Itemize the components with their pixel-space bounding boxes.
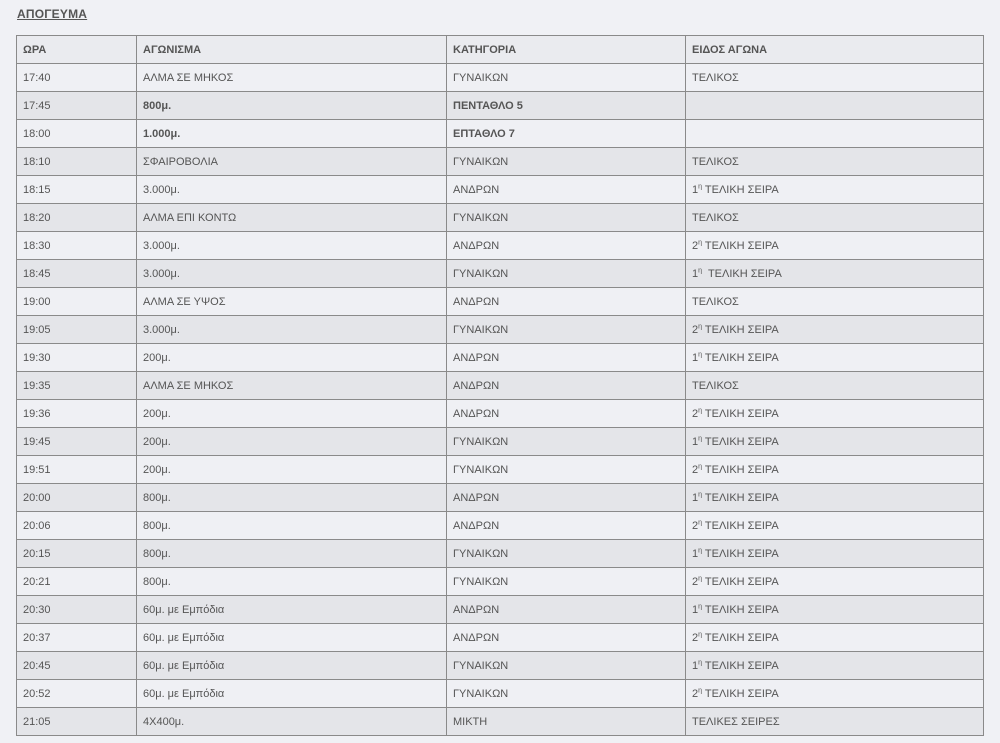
type-number: 2: [692, 687, 699, 700]
cell-category: ΠΕΝΤΑΘΛΟ 5: [447, 92, 686, 120]
type-number: 2: [692, 463, 699, 476]
cell-time: 20:30: [17, 596, 137, 624]
cell-event: 60μ. με Εμπόδια: [137, 596, 447, 624]
cell-event: 800μ.: [137, 568, 447, 596]
type-number: 1: [692, 183, 699, 196]
cell-time: 18:45: [17, 260, 137, 288]
type-label: ΤΕΛΙΚΗ ΣΕΙΡΑ: [702, 267, 782, 280]
table-row: [17, 428, 984, 456]
cell-time: 19:36: [17, 400, 137, 428]
type-superscript: η: [698, 266, 703, 274]
type-superscript: η: [698, 490, 703, 498]
type-superscript: η: [698, 462, 703, 470]
cell-time: 18:10: [17, 148, 137, 176]
type-label: ΤΕΛΙΚΗ ΣΕΙΡΑ: [702, 575, 779, 588]
type-label: ΤΕΛΙΚΗ ΣΕΙΡΑ: [702, 407, 779, 420]
type-label: ΤΕΛΙΚΗ ΣΕΙΡΑ: [702, 547, 779, 560]
cell-event: 3.000μ.: [137, 260, 447, 288]
type-label: ΤΕΛΙΚΟΣ: [692, 379, 739, 392]
type-label: ΤΕΛΙΚΗ ΣΕΙΡΑ: [702, 631, 779, 644]
cell-type: [686, 540, 984, 568]
type-number: 2: [692, 407, 699, 420]
table-row: [17, 708, 984, 736]
cell-category: ΓΥΝΑΙΚΩΝ: [447, 540, 686, 568]
table-row: [17, 148, 984, 176]
cell-time: 19:05: [17, 316, 137, 344]
cell-event: ΑΛΜΑ ΣΕ ΜΗΚΟΣ: [137, 372, 447, 400]
cell-event: 800μ.: [137, 92, 447, 120]
type-label: ΤΕΛΙΚΟΣ: [692, 71, 739, 84]
cell-time: 19:35: [17, 372, 137, 400]
cell-type: [686, 400, 984, 428]
cell-category: ΑΝΔΡΩΝ: [447, 400, 686, 428]
table-row: [17, 484, 984, 512]
cell-time: 18:15: [17, 176, 137, 204]
cell-category: ΓΥΝΑΙΚΩΝ: [447, 652, 686, 680]
cell-event: 1.000μ.: [137, 120, 447, 148]
table-row: [17, 400, 984, 428]
cell-category: ΕΠΤΑΘΛΟ 7: [447, 120, 686, 148]
cell-time: 20:37: [17, 624, 137, 652]
cell-type: [686, 232, 984, 260]
cell-event: 200μ.: [137, 400, 447, 428]
schedule-table: [16, 35, 984, 736]
cell-category: ΓΥΝΑΙΚΩΝ: [447, 456, 686, 484]
cell-event: 4Χ400μ.: [137, 708, 447, 736]
table-row: [17, 512, 984, 540]
table-row: [17, 540, 984, 568]
type-superscript: η: [698, 322, 703, 330]
cell-type: [686, 148, 984, 176]
type-label: ΤΕΛΙΚΗ ΣΕΙΡΑ: [702, 687, 779, 700]
type-superscript: η: [698, 182, 703, 190]
type-label: ΤΕΛΙΚΗ ΣΕΙΡΑ: [702, 351, 779, 364]
cell-event: 3.000μ.: [137, 176, 447, 204]
cell-category: ΜΙΚΤΗ: [447, 708, 686, 736]
table-row: [17, 596, 984, 624]
cell-category: ΑΝΔΡΩΝ: [447, 288, 686, 316]
type-label: ΤΕΛΙΚΗ ΣΕΙΡΑ: [702, 491, 779, 504]
table-row: [17, 288, 984, 316]
cell-type: [686, 372, 984, 400]
type-label: ΤΕΛΙΚΕΣ ΣΕΙΡΕΣ: [692, 715, 780, 728]
cell-time: 20:15: [17, 540, 137, 568]
table-row: [17, 204, 984, 232]
cell-type: [686, 344, 984, 372]
type-label: ΤΕΛΙΚΟΣ: [692, 211, 739, 224]
cell-time: 19:30: [17, 344, 137, 372]
cell-type: [686, 680, 984, 708]
table-row: [17, 316, 984, 344]
cell-event: ΣΦΑΙΡΟΒΟΛΙΑ: [137, 148, 447, 176]
cell-time: 17:40: [17, 64, 137, 92]
type-superscript: η: [698, 350, 703, 358]
type-number: 2: [692, 631, 699, 644]
cell-event: 200μ.: [137, 428, 447, 456]
cell-category: ΑΝΔΡΩΝ: [447, 512, 686, 540]
type-superscript: η: [698, 434, 703, 442]
cell-time: 19:51: [17, 456, 137, 484]
type-superscript: η: [698, 518, 703, 526]
cell-category: ΓΥΝΑΙΚΩΝ: [447, 64, 686, 92]
type-superscript: η: [698, 630, 703, 638]
type-number: 1: [692, 267, 699, 280]
type-number: 1: [692, 435, 699, 448]
type-label: ΤΕΛΙΚΗ ΣΕΙΡΑ: [702, 659, 779, 672]
type-number: 2: [692, 323, 699, 336]
cell-event: ΑΛΜΑ ΣΕ ΜΗΚΟΣ: [137, 64, 447, 92]
cell-time: 18:00: [17, 120, 137, 148]
cell-type: [686, 624, 984, 652]
table-row: [17, 64, 984, 92]
cell-category: ΓΥΝΑΙΚΩΝ: [447, 148, 686, 176]
table-row: [17, 372, 984, 400]
cell-time: 17:45: [17, 92, 137, 120]
cell-event: 3.000μ.: [137, 316, 447, 344]
cell-type: [686, 596, 984, 624]
cell-type: [686, 260, 984, 288]
cell-time: 20:00: [17, 484, 137, 512]
type-superscript: η: [698, 406, 703, 414]
type-number: 1: [692, 547, 699, 560]
cell-category: ΑΝΔΡΩΝ: [447, 372, 686, 400]
cell-category: ΓΥΝΑΙΚΩΝ: [447, 260, 686, 288]
type-label: ΤΕΛΙΚΗ ΣΕΙΡΑ: [702, 435, 779, 448]
header-row: [17, 36, 984, 64]
type-label: ΤΕΛΙΚΗ ΣΕΙΡΑ: [702, 603, 779, 616]
cell-type: [686, 176, 984, 204]
cell-event: 60μ. με Εμπόδια: [137, 652, 447, 680]
cell-type: [686, 316, 984, 344]
type-superscript: η: [698, 602, 703, 610]
cell-type: [686, 92, 984, 120]
cell-type: [686, 204, 984, 232]
type-superscript: η: [698, 238, 703, 246]
cell-event: 200μ.: [137, 456, 447, 484]
type-label: ΤΕΛΙΚΗ ΣΕΙΡΑ: [702, 239, 779, 252]
type-number: 2: [692, 519, 699, 532]
table-row: [17, 232, 984, 260]
table-row: [17, 652, 984, 680]
cell-time: 19:45: [17, 428, 137, 456]
type-number: 1: [692, 491, 699, 504]
type-number: 1: [692, 603, 699, 616]
table-row: [17, 120, 984, 148]
type-number: 1: [692, 351, 699, 364]
column-header-category: ΚΑΤΗΓΟΡΙΑ: [447, 36, 686, 64]
type-label: ΤΕΛΙΚΗ ΣΕΙΡΑ: [702, 323, 779, 336]
cell-time: 20:06: [17, 512, 137, 540]
type-number: 2: [692, 239, 699, 252]
type-superscript: η: [698, 658, 703, 666]
table-row: [17, 176, 984, 204]
cell-type: [686, 512, 984, 540]
type-label: ΤΕΛΙΚΗ ΣΕΙΡΑ: [702, 463, 779, 476]
type-superscript: η: [698, 686, 703, 694]
cell-time: 18:30: [17, 232, 137, 260]
column-header-event: ΑΓΩΝΙΣΜΑ: [137, 36, 447, 64]
cell-event: 3.000μ.: [137, 232, 447, 260]
table-row: [17, 624, 984, 652]
cell-event: 800μ.: [137, 512, 447, 540]
cell-type: [686, 484, 984, 512]
cell-time: 21:05: [17, 708, 137, 736]
cell-type: [686, 64, 984, 92]
type-label: ΤΕΛΙΚΟΣ: [692, 295, 739, 308]
cell-time: 19:00: [17, 288, 137, 316]
cell-event: 800μ.: [137, 484, 447, 512]
cell-time: 20:45: [17, 652, 137, 680]
section-heading[interactable]: ΑΠΟΓΕΥΜΑ: [17, 7, 88, 21]
cell-event: ΑΛΜΑ ΣΕ ΥΨΟΣ: [137, 288, 447, 316]
cell-category: ΑΝΔΡΩΝ: [447, 596, 686, 624]
cell-type: [686, 708, 984, 736]
table-row: [17, 680, 984, 708]
cell-category: ΓΥΝΑΙΚΩΝ: [447, 204, 686, 232]
cell-type: [686, 428, 984, 456]
cell-category: ΓΥΝΑΙΚΩΝ: [447, 428, 686, 456]
cell-type: [686, 288, 984, 316]
cell-type: [686, 456, 984, 484]
cell-type: [686, 652, 984, 680]
cell-category: ΓΥΝΑΙΚΩΝ: [447, 316, 686, 344]
cell-category: ΑΝΔΡΩΝ: [447, 344, 686, 372]
cell-time: 20:52: [17, 680, 137, 708]
cell-event: ΑΛΜΑ ΕΠΙ ΚΟΝΤΩ: [137, 204, 447, 232]
cell-category: ΓΥΝΑΙΚΩΝ: [447, 568, 686, 596]
cell-type: [686, 568, 984, 596]
cell-category: ΑΝΔΡΩΝ: [447, 484, 686, 512]
table-row: [17, 92, 984, 120]
cell-event: 800μ.: [137, 540, 447, 568]
table-row: [17, 344, 984, 372]
type-number: 1: [692, 659, 699, 672]
table-row: [17, 260, 984, 288]
column-header-type: ΕΙΔΟΣ ΑΓΩΝΑ: [686, 36, 984, 64]
column-header-time: ΩΡΑ: [17, 36, 137, 64]
table-row: [17, 568, 984, 596]
schedule-body: [17, 64, 984, 736]
cell-time: 20:21: [17, 568, 137, 596]
type-superscript: η: [698, 574, 703, 582]
cell-category: ΑΝΔΡΩΝ: [447, 624, 686, 652]
cell-event: 60μ. με Εμπόδια: [137, 624, 447, 652]
type-superscript: η: [698, 546, 703, 554]
cell-event: 200μ.: [137, 344, 447, 372]
cell-event: 60μ. με Εμπόδια: [137, 680, 447, 708]
table-row: [17, 456, 984, 484]
cell-time: 18:20: [17, 204, 137, 232]
type-label: ΤΕΛΙΚΗ ΣΕΙΡΑ: [702, 183, 779, 196]
cell-category: ΑΝΔΡΩΝ: [447, 232, 686, 260]
cell-category: ΓΥΝΑΙΚΩΝ: [447, 680, 686, 708]
type-label: ΤΕΛΙΚΟΣ: [692, 155, 739, 168]
type-number: 2: [692, 575, 699, 588]
cell-type: [686, 120, 984, 148]
type-label: ΤΕΛΙΚΗ ΣΕΙΡΑ: [702, 519, 779, 532]
cell-category: ΑΝΔΡΩΝ: [447, 176, 686, 204]
